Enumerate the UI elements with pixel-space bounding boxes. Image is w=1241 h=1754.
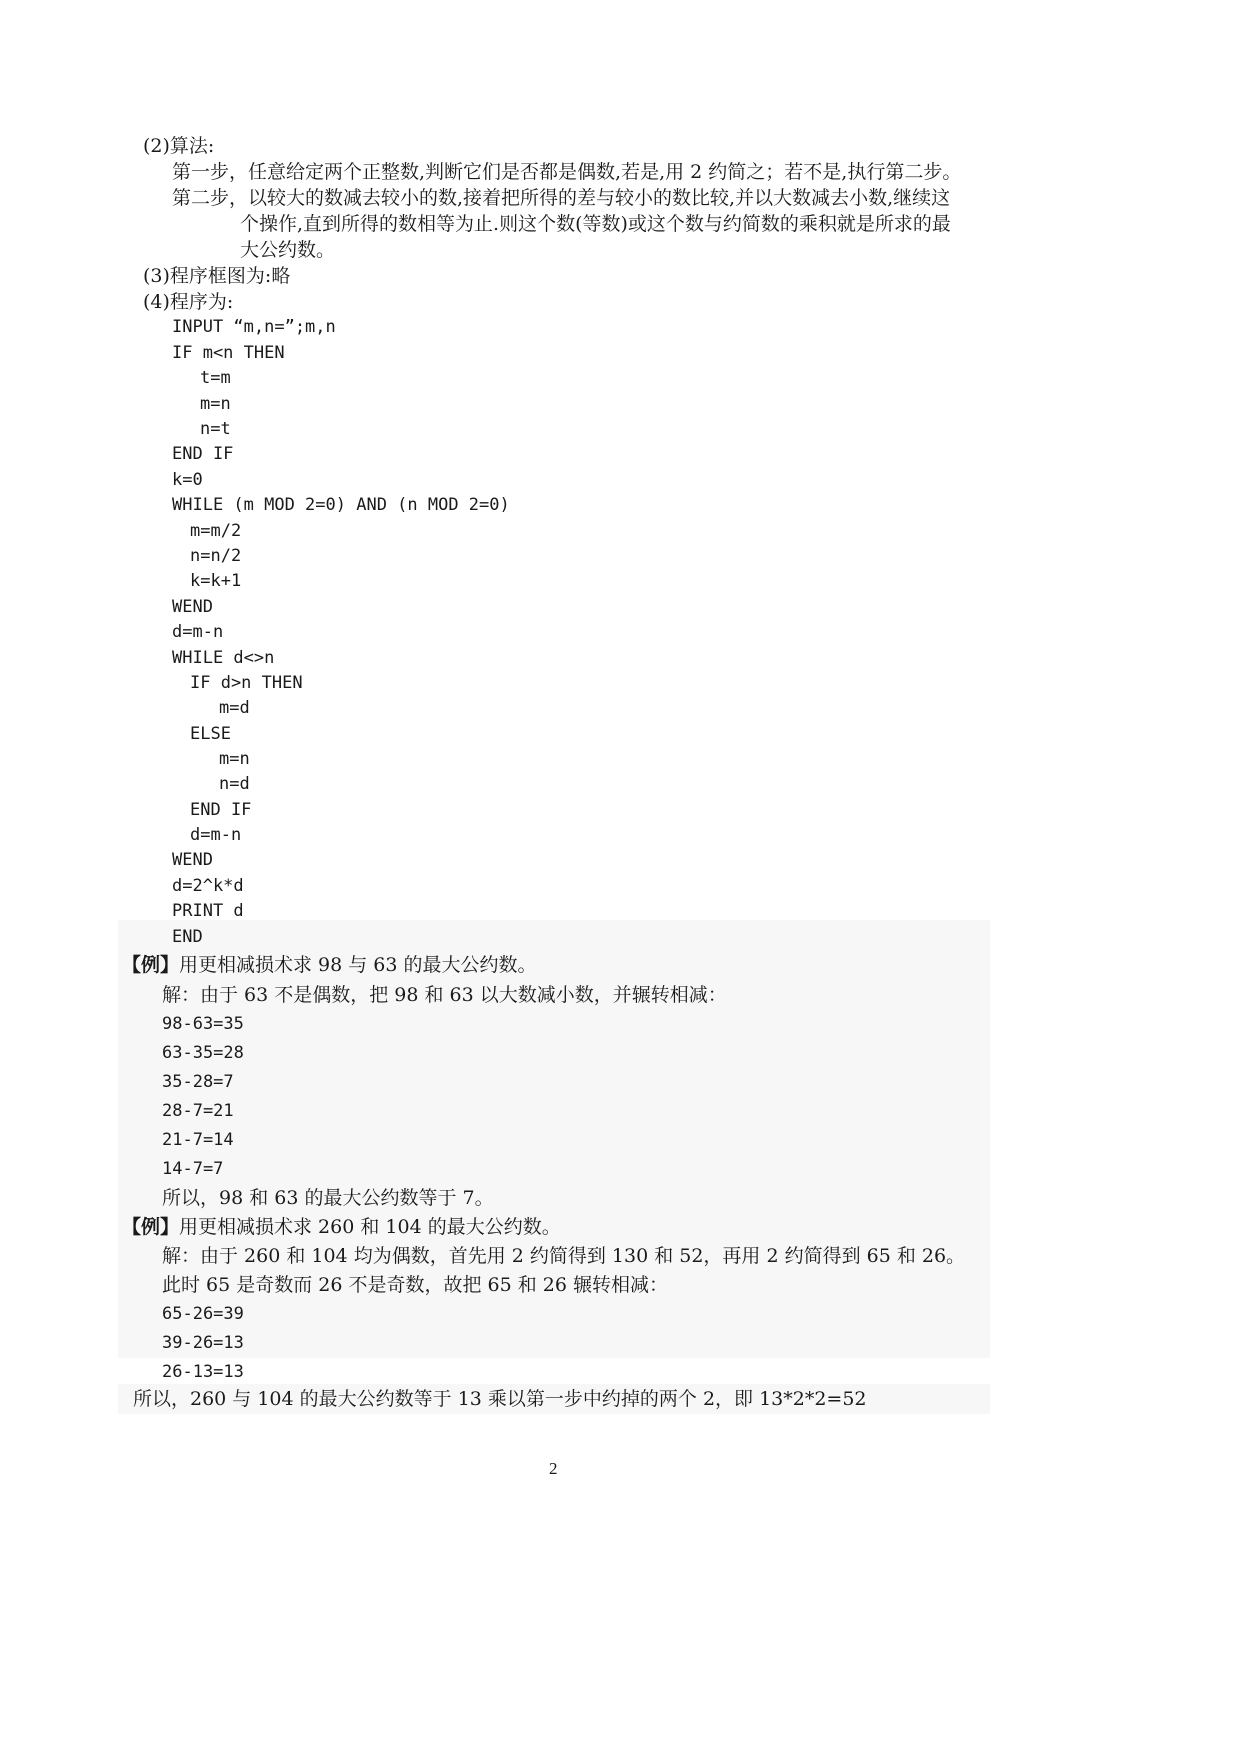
code-line: t=m bbox=[200, 368, 231, 388]
algorithm-step-2-line-3: 大公约数。 bbox=[240, 239, 336, 261]
example-2-step: 65-26=39 bbox=[162, 1304, 244, 1324]
code-line: END IF bbox=[190, 800, 252, 820]
example-1-step: 98-63=35 bbox=[162, 1014, 244, 1034]
code-line: d=m-n bbox=[172, 622, 224, 642]
code-line: m=d bbox=[219, 698, 250, 718]
example-1-step: 21-7=14 bbox=[162, 1130, 234, 1150]
code-line: WEND bbox=[172, 597, 213, 617]
flowchart-note: (3)程序框图为:略 bbox=[143, 265, 291, 287]
example-1-solution: 解：由于 63 不是偶数，把 98 和 63 以大数减小数，并辗转相减： bbox=[162, 984, 727, 1006]
code-line: INPUT “m,n=”;m,n bbox=[172, 317, 336, 337]
code-line: WHILE d<>n bbox=[172, 648, 275, 668]
example-1-step: 14-7=7 bbox=[162, 1159, 224, 1179]
code-line: k=0 bbox=[172, 470, 203, 490]
code-line: n=d bbox=[219, 774, 250, 794]
code-line: k=k+1 bbox=[190, 571, 242, 591]
code-line: m=n bbox=[219, 749, 250, 769]
algorithm-step-1: 第一步，任意给定两个正整数,判断它们是否都是偶数,若是,用 2 约简之；若不是,执行第二步。 bbox=[172, 161, 962, 183]
code-line: END bbox=[172, 927, 203, 947]
code-line: PRINT d bbox=[172, 901, 244, 921]
example-1-bracket: 【例】 bbox=[122, 954, 180, 976]
example-1-step: 63-35=28 bbox=[162, 1043, 244, 1063]
example-1-step: 28-7=21 bbox=[162, 1101, 234, 1121]
example-2-solution-line-1: 解：由于 260 和 104 均为偶数，首先用 2 约简得到 130 和 52，再用 2 约简得到 65 和 26。 bbox=[162, 1245, 966, 1267]
program-heading: (4)程序为: bbox=[143, 291, 234, 313]
example-1-conclusion: 所以，98 和 63 的最大公约数等于 7。 bbox=[162, 1187, 494, 1209]
code-line: ELSE bbox=[190, 724, 231, 744]
algorithm-step-2-line-1: 第二步，以较大的数减去较小的数,接着把所得的差与较小的数比较,并以大数减去小数,继续这 bbox=[172, 187, 951, 209]
code-line: m=m/2 bbox=[190, 521, 242, 541]
example-2-solution-line-2: 此时 65 是奇数而 26 不是奇数，故把 65 和 26 辗转相减： bbox=[162, 1274, 669, 1296]
example-1-title bbox=[122, 953, 537, 977]
code-line: n=t bbox=[200, 419, 231, 439]
code-line: WHILE (m MOD 2=0) AND (n MOD 2=0) bbox=[172, 495, 510, 515]
example-2-question: 用更相减损术求 260 和 104 的最大公约数。 bbox=[179, 1216, 561, 1238]
algorithm-step-2-line-2: 个操作,直到所得的数相等为止.则这个数(等数)或这个数与约简数的乘积就是所求的最 bbox=[240, 213, 951, 235]
page-number: 2 bbox=[549, 1459, 558, 1478]
code-line: d=2^k*d bbox=[172, 876, 244, 896]
example-2-step: 26-13=13 bbox=[162, 1362, 244, 1382]
example-2-bracket: 【例】 bbox=[122, 1216, 180, 1238]
example-2-step: 39-26=13 bbox=[162, 1333, 244, 1353]
example-2-conclusion: 所以，260 与 104 的最大公约数等于 13 乘以第一步中约掉的两个 2，即 13*2*2=52 bbox=[133, 1388, 867, 1410]
code-line: IF d>n THEN bbox=[190, 673, 303, 693]
code-line: IF m<n THEN bbox=[172, 343, 285, 363]
code-line: END IF bbox=[172, 444, 234, 464]
example-1-step: 35-28=7 bbox=[162, 1072, 234, 1092]
code-line: m=n bbox=[200, 394, 231, 414]
code-line: d=m-n bbox=[190, 825, 242, 845]
algorithm-heading: (2)算法: bbox=[143, 135, 215, 157]
code-line: WEND bbox=[172, 850, 213, 870]
example-2-title bbox=[122, 1215, 561, 1239]
code-line: n=n/2 bbox=[190, 546, 242, 566]
example-1-question: 用更相减损术求 98 与 63 的最大公约数。 bbox=[179, 954, 537, 976]
